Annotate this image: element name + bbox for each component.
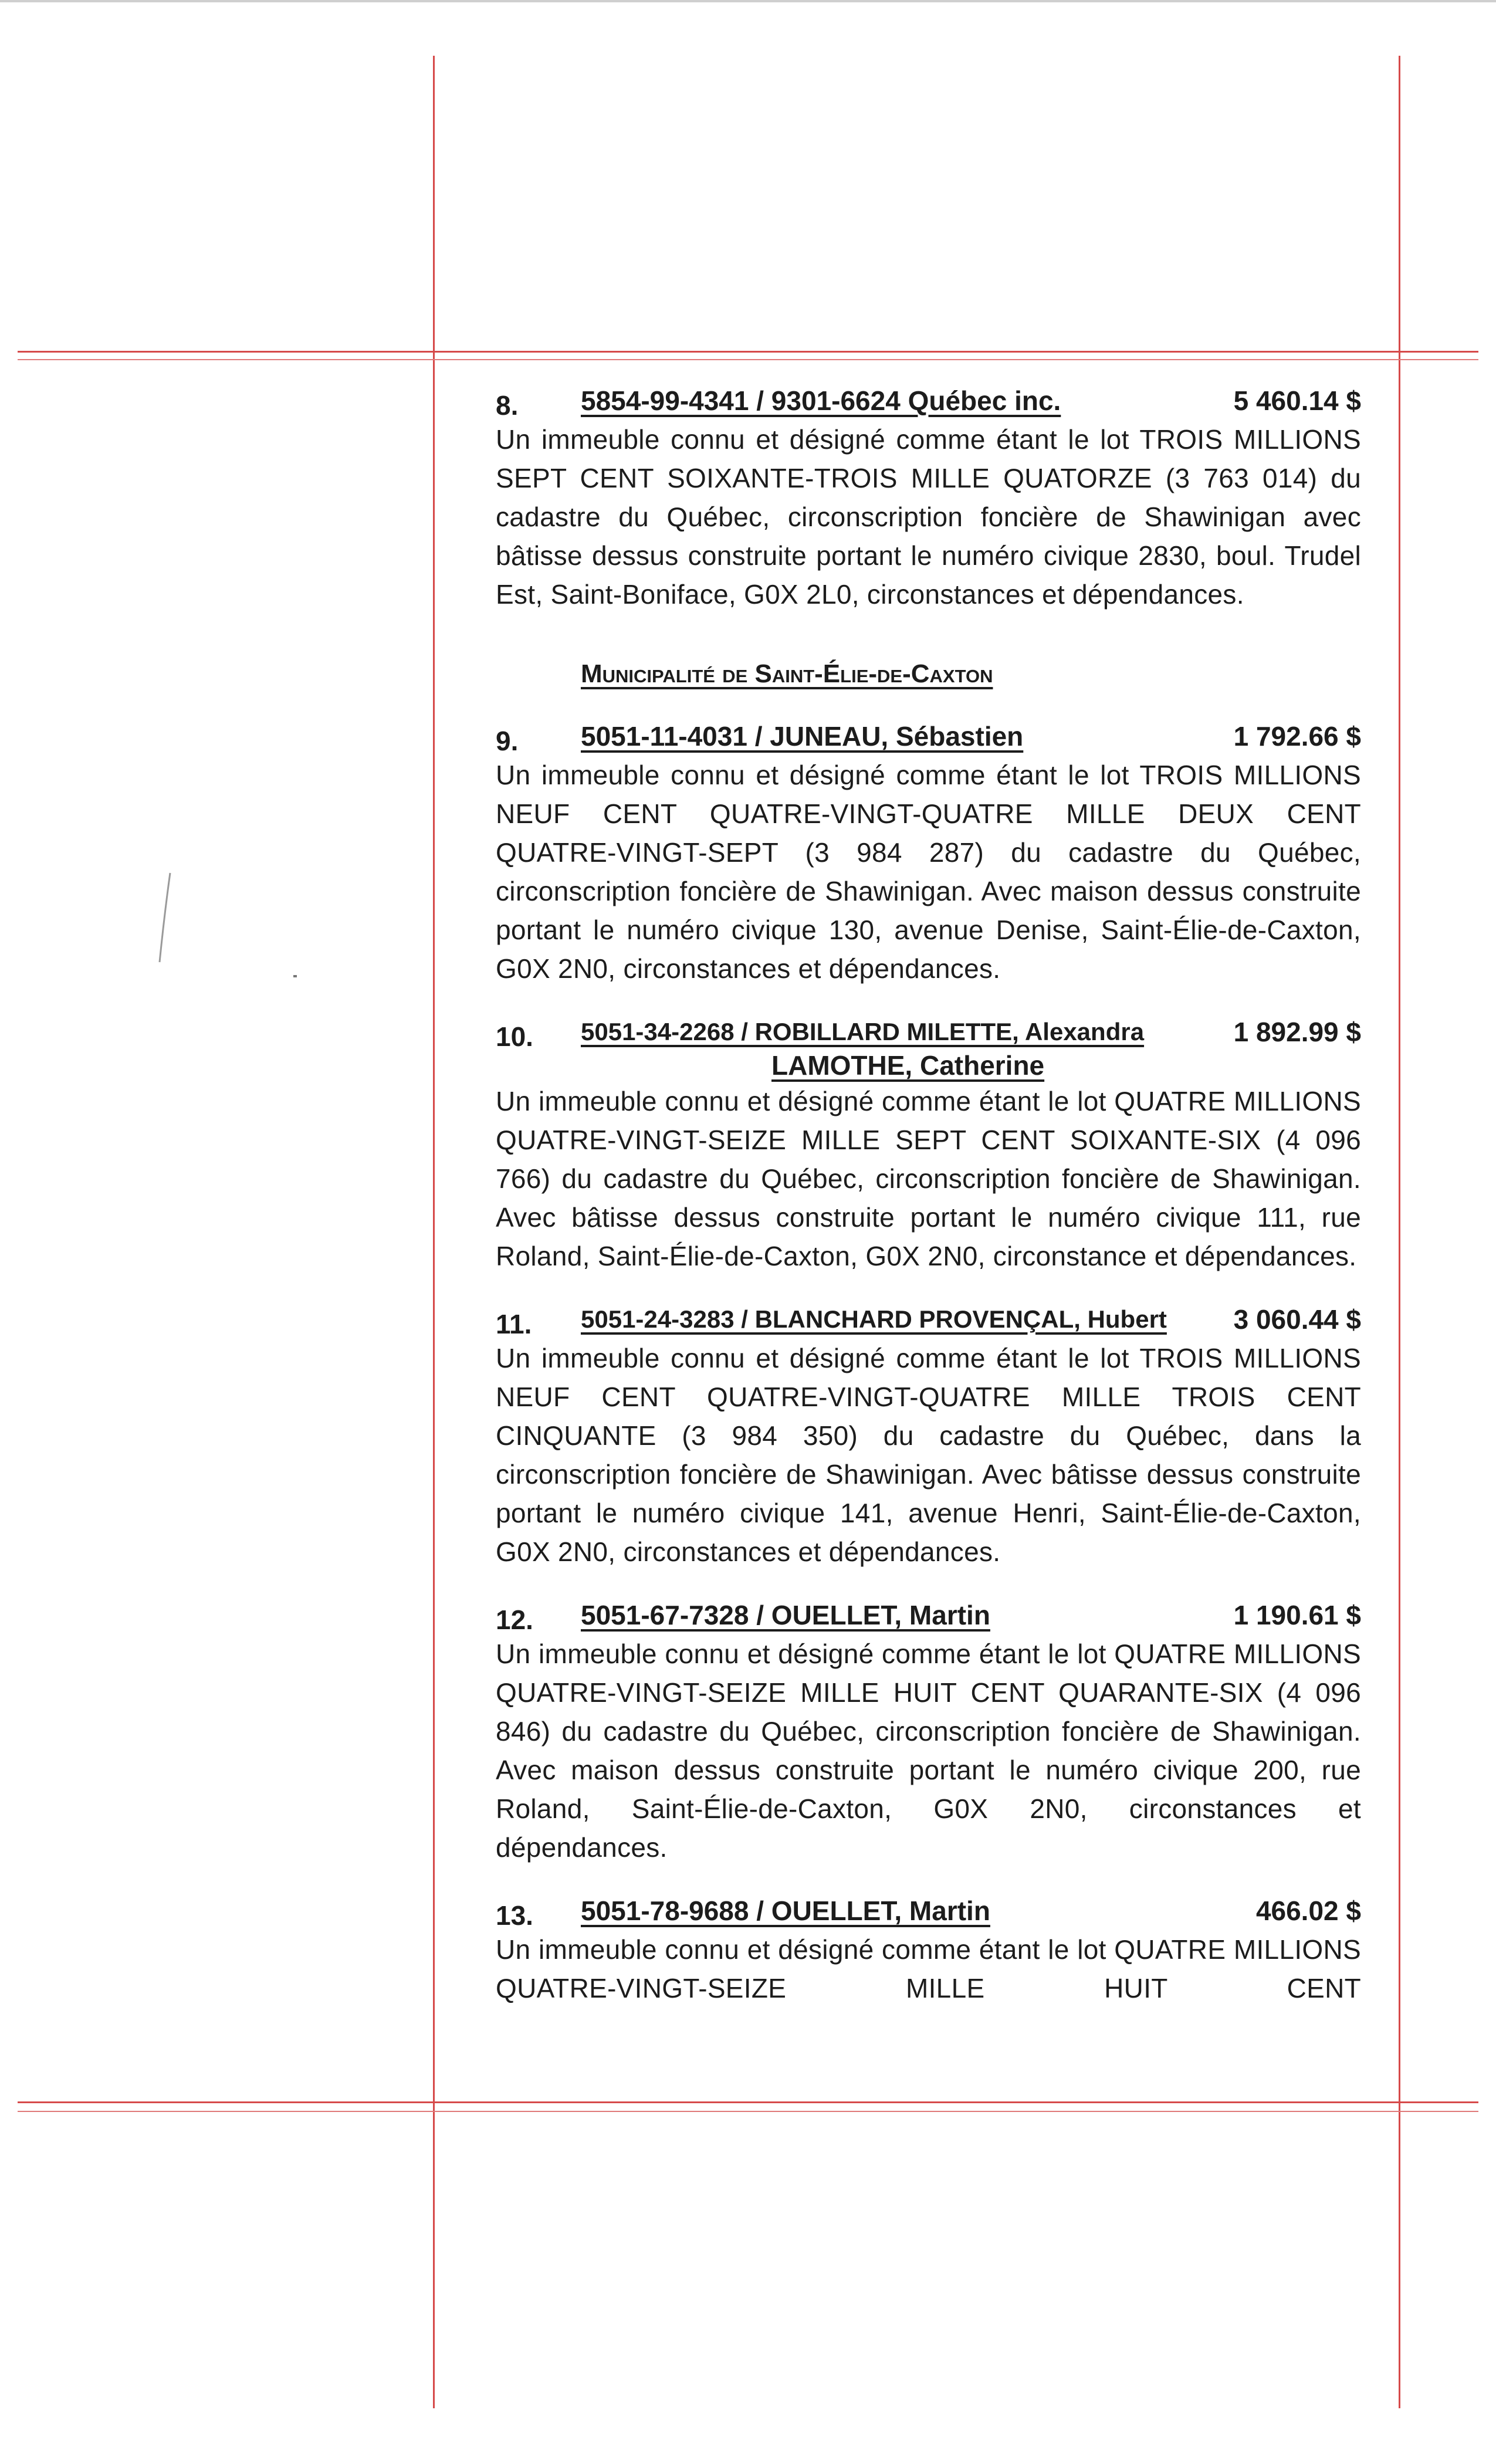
municipality-heading: Municipalité de Saint-Élie-de-Caxton: [581, 659, 993, 688]
entry-reference: 5051-67-7328 / OUELLET, Martin: [581, 1600, 990, 1630]
entry-reference: 5051-78-9688 / OUELLET, Martin: [581, 1896, 990, 1926]
entry-header: [496, 1300, 1361, 1339]
dust-speck: [293, 975, 297, 977]
entry-description: Un immeuble connu et désigné comme étant le lot TROIS MILLIONS NEUF CENT QUATRE-VINGT-QUATRE MILLE TROIS CENT CINQUANTE (3 984 350) du cadastre du Québec, dans la circonscription foncière de Shawinigan. Avec bâtisse dessus construite portant le numéro civique 141, avenue Henri, Saint-Élie-de-Caxton, G0X 2N0, circonstances et dépendances.: [496, 1343, 1361, 1567]
entry-number: 11.: [496, 1309, 532, 1339]
top-margin-rule-secondary: [18, 359, 1478, 360]
entry-amount: 1 190.61 $: [1233, 1600, 1361, 1630]
entry-number: 9.: [496, 726, 519, 756]
left-margin-rule: [433, 56, 435, 2408]
entry-description: Un immeuble connu et désigné comme étant le lot QUATRE MILLIONS QUATRE-VINGT-SEIZE MILLE HUIT CENT QUARANTE-SIX (4 096 846) du cadastre du Québec, circonscription foncière de Shawinigan. Avec maison dessus construite portant le numéro civique 200, rue Roland, Saint-Élie-de-Caxton, G0X 2N0, circonstances et dépendances.: [496, 1639, 1361, 1863]
entry-description: Un immeuble connu et désigné comme étant le lot QUATRE MILLIONS QUATRE-VINGT-SEIZE MILLE HUIT CENT: [496, 1934, 1361, 2003]
entry-second-owner: LAMOTHE, Catherine: [771, 1050, 1045, 1081]
entry-number: 12.: [496, 1605, 533, 1635]
list-item: [496, 381, 1361, 614]
pencil-stroke-mark: [147, 868, 194, 968]
list-item: [496, 1013, 1361, 1275]
list-item: [496, 1891, 1361, 2008]
entry-amount: 3 060.44 $: [1233, 1304, 1361, 1335]
list-item: [496, 717, 1361, 988]
bottom-margin-rule-secondary: [18, 2111, 1478, 2112]
entry-description: Un immeuble connu et désigné comme étant le lot TROIS MILLIONS NEUF CENT QUATRE-VINGT-QUATRE MILLE DEUX CENT QUATRE-VINGT-SEPT (3 984 287) du cadastre du Québec, circonscription foncière de Shawinigan. Avec maison dessus construite portant le numéro civique 130, avenue Denise, Saint-Élie-de-Caxton, G0X 2N0, circonstances et dépendances.: [496, 760, 1361, 984]
entry-number: 10.: [496, 1021, 533, 1052]
entry-header: [496, 717, 1361, 756]
entry-reference: 5051-11-4031 / JUNEAU, Sébastien: [581, 721, 1024, 752]
list-item: [496, 1596, 1361, 1867]
entry-description: Un immeuble connu et désigné comme étant le lot TROIS MILLIONS SEPT CENT SOIXANTE-TROIS MILLE QUATORZE (3 763 014) du cadastre du Québec, circonscription foncière de Shawinigan avec bâtisse dessus construite portant le numéro civique 2830, boul. Trudel Est, Saint-Boniface, G0X 2L0, circonstances et dépendances.: [496, 424, 1361, 610]
entry-header: [496, 381, 1361, 420]
entry-amount: 466.02 $: [1255, 1896, 1361, 1926]
entry-reference: 5854-99-4341 / 9301-6624 Québec inc.: [581, 385, 1061, 416]
entry-number: 8.: [496, 390, 519, 421]
entry-number: 13.: [496, 1900, 533, 1931]
entry-amount: 5 460.14 $: [1233, 385, 1361, 416]
entry-header: [496, 1891, 1361, 1930]
document-body: [496, 381, 1361, 2032]
entry-description: Un immeuble connu et désigné comme étant le lot QUATRE MILLIONS QUATRE-VINGT-SEIZE MILLE SEPT CENT SOIXANTE-SIX (4 096 766) du cadastre du Québec, circonscription foncière de Shawinigan. Avec bâtisse dessus construite portant le numéro civique 111, rue Roland, Saint-Élie-de-Caxton, G0X 2N0, circonstance et dépendances.: [496, 1086, 1361, 1271]
bottom-margin-rule: [18, 2101, 1478, 2103]
entry-header: [496, 1596, 1361, 1634]
entry-amount: 1 892.99 $: [1233, 1017, 1361, 1047]
entry-reference: 5051-24-3283 / BLANCHARD PROVENÇAL, Hubert: [581, 1305, 1167, 1333]
top-margin-rule: [18, 351, 1478, 353]
scan-top-edge: [0, 0, 1496, 2]
entry-reference: 5051-34-2268 / ROBILLARD MILETTE, Alexandra: [581, 1018, 1145, 1045]
entry-header: [496, 1013, 1361, 1051]
list-item: [496, 1300, 1361, 1571]
right-margin-rule: [1399, 56, 1400, 2408]
entry-amount: 1 792.66 $: [1233, 721, 1361, 752]
